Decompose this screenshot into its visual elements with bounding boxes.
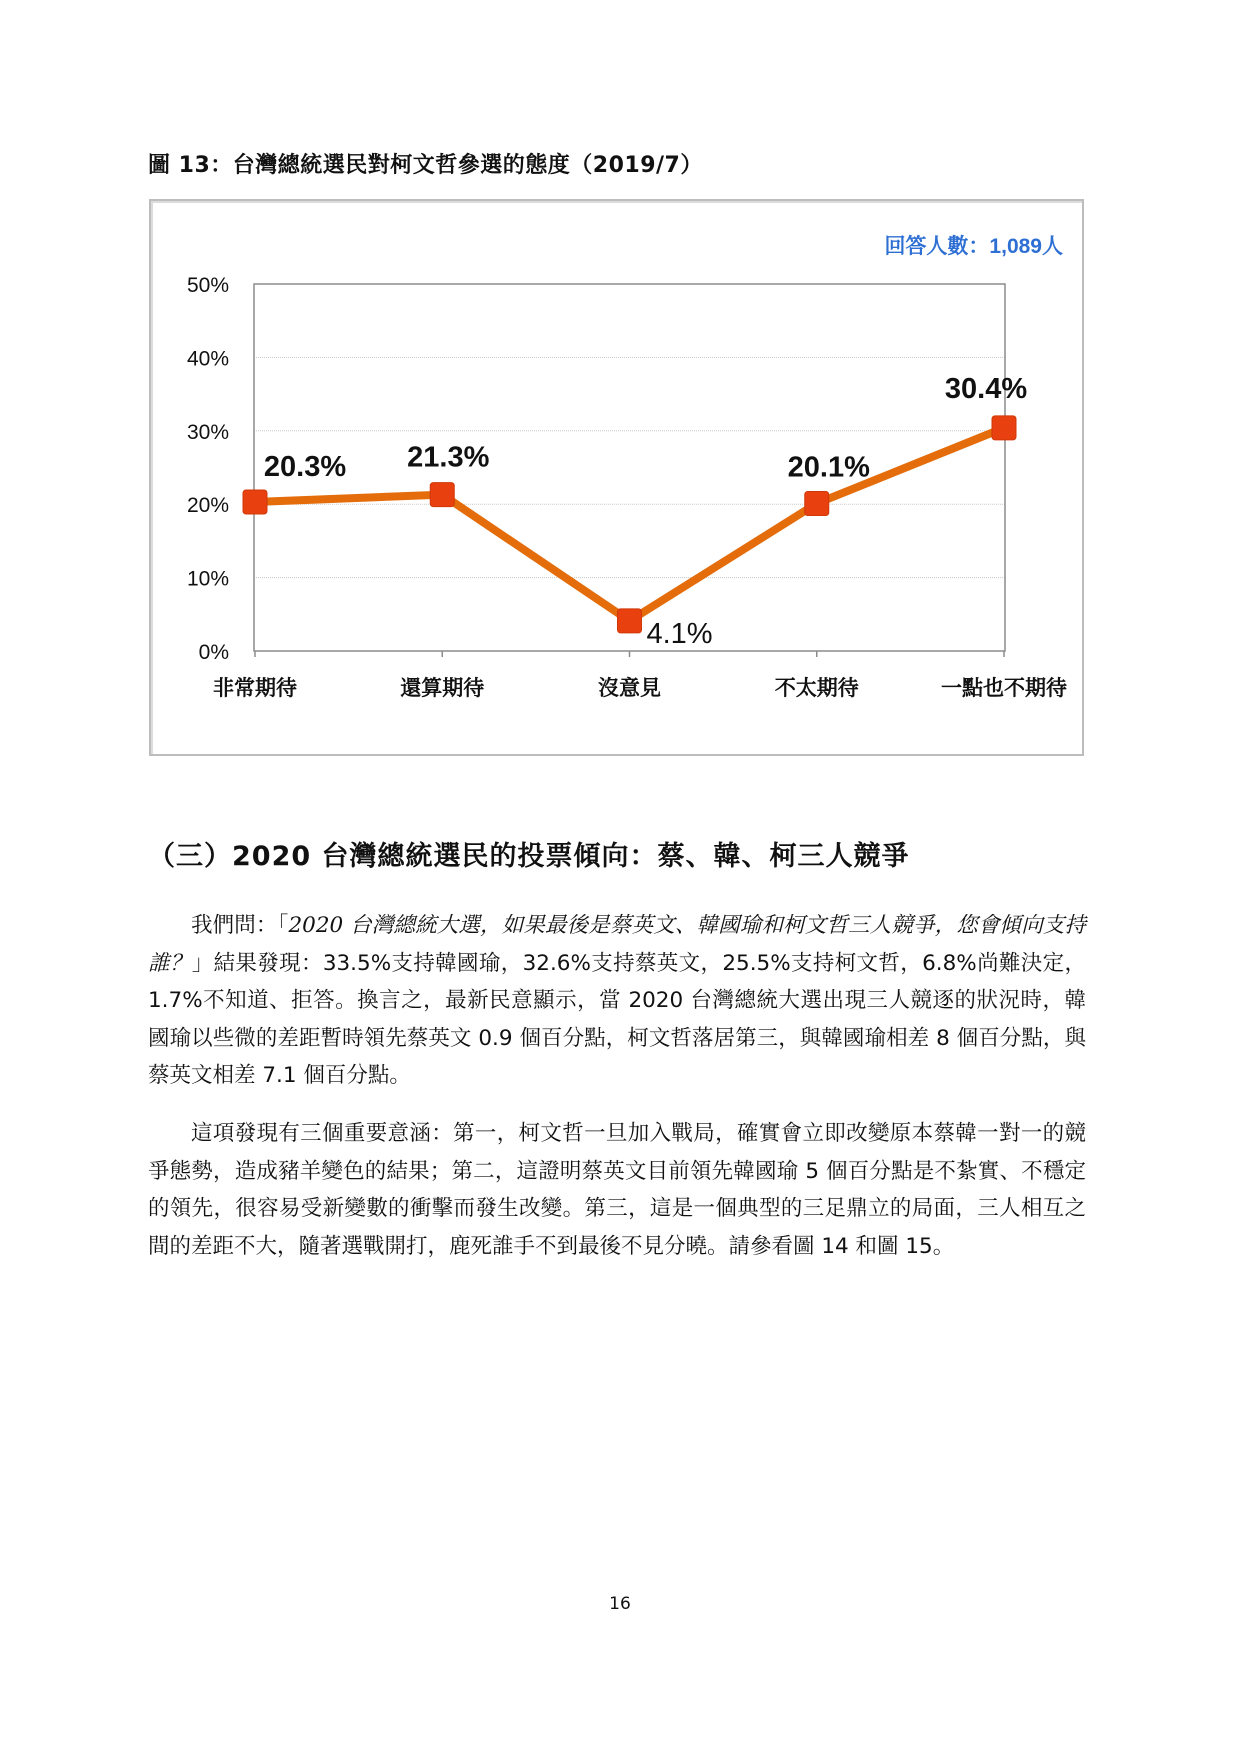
series-layer xyxy=(243,416,1016,633)
y-tick-label: 10% xyxy=(186,567,229,591)
data-point-marker xyxy=(618,609,642,633)
y-tick-label: 30% xyxy=(186,420,229,444)
y-tick-label: 0% xyxy=(198,641,229,664)
section-title: （三）2020 台灣總統選民的投票傾向：蔡、韓、柯三人競爭 xyxy=(148,841,910,872)
paragraph-1-rest: 」結果發現：33.5%支持韓國瑜，32.6%支持蔡英文，25.5%支持柯文哲，6.8%尚難決定，1.7%不知道、拒答。換言之，最新民意顯示，當 2020 台灣總統大選出現三人競逐的狀況時，韓國瑜以些微的差距暫時領先蔡英文 0.9 個百分點，柯文哲落居第三，與韓國瑜相差 8 個百分點，與蔡英文相差 7.1 個百分點。 xyxy=(148,950,1086,1088)
data-label: 21.3% xyxy=(407,441,490,474)
y-tick-label: 50% xyxy=(186,274,229,297)
grid-layer xyxy=(254,357,1005,577)
survey-question: 2020 台灣總統大選，如果最後是蔡英文、韓國瑜和柯文哲三人競爭，您會傾向支持誰？ xyxy=(148,913,1086,976)
x-tick-label: 不太期待 xyxy=(774,677,859,700)
x-tick-label: 非常期待 xyxy=(213,677,297,700)
x-tick-label: 沒意見 xyxy=(598,677,661,700)
line-chart xyxy=(151,201,1082,754)
paragraph-1-lead: 我們問：「 xyxy=(191,913,289,938)
x-tick-label: 一點也不期待 xyxy=(941,677,1067,700)
page-number: 16 xyxy=(609,1594,631,1614)
y-tick-label: 40% xyxy=(186,347,229,371)
data-point-marker xyxy=(430,483,454,507)
data-label: 30.4% xyxy=(944,372,1028,405)
plot-area-border xyxy=(254,284,1005,651)
data-label: 4.1% xyxy=(646,617,713,650)
figure-caption: 圖 13：台灣總統選民對柯文哲參選的態度（2019/7） xyxy=(148,153,703,178)
data-point-marker xyxy=(243,490,267,514)
data-point-marker xyxy=(805,491,829,515)
series-line xyxy=(255,428,1004,621)
chart-frame xyxy=(149,199,1084,756)
data-label: 20.3% xyxy=(263,450,347,483)
paragraph-1 xyxy=(148,907,1086,1095)
paragraph-2: 這項發現有三個重要意涵：第一，柯文哲一旦加入戰局，確實會立即改變原本蔡韓一對一的競爭態勢，造成豬羊變色的結果；第二，這證明蔡英文目前領先韓國瑜 5 個百分點是不紮實、不穩定的領先，很容易受新變數的衝擊而發生改變。第三，這是一個典型的三足鼎立的局面，三人相互之間的差距不大，隨著選戰開打，鹿死誰手不到最後不見分曉。請參看圖 14 和圖 15。 xyxy=(148,1121,1086,1259)
respondent-count-label: 回答人數：1,089人 xyxy=(884,235,1063,258)
y-tick-label: 20% xyxy=(186,494,229,518)
axis-layer xyxy=(187,274,1067,700)
data-label: 20.1% xyxy=(787,451,870,484)
x-tick-label: 還算期待 xyxy=(400,677,485,700)
data-point-marker xyxy=(992,416,1016,440)
